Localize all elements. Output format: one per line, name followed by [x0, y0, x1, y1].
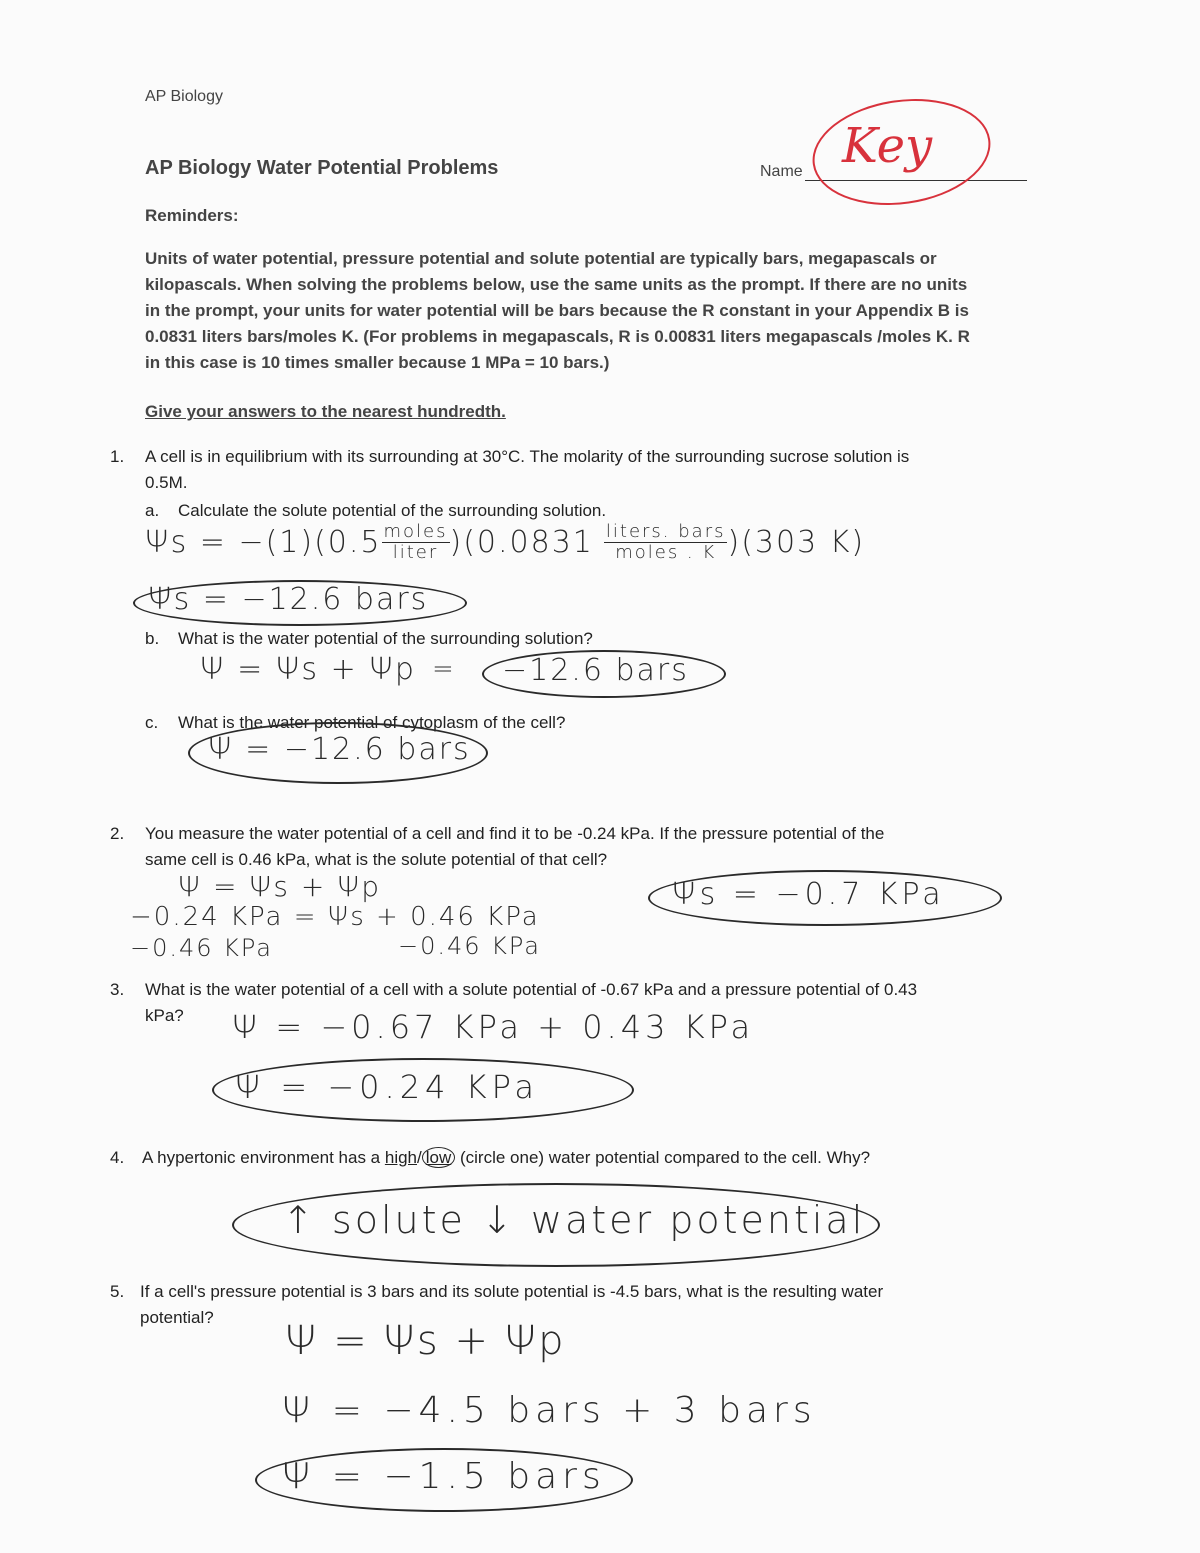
frac-den: moles . K [615, 542, 717, 563]
q2-work-substitution: −0.24 KPa = Ψs + 0.46 KPa [130, 902, 540, 932]
q1a-work-mid: )(0.0831 [449, 525, 594, 560]
q1a-label: a. [145, 501, 160, 520]
name-value: Key [842, 118, 933, 174]
reminders-line: in the prompt, your units for water potential will be bars because the R constant in your Appendix B is [145, 301, 969, 320]
q5-work-formula: Ψ = Ψs + Ψp [285, 1318, 566, 1364]
q2-work-formula: Ψ = Ψs + Ψp [178, 870, 382, 903]
reminders-line: Units of water potential, pressure potential and solute potential are typically bars, megapascals or [145, 249, 937, 268]
page-title: AP Biology Water Potential Problems [145, 157, 499, 179]
q1a-fraction-molarity [382, 522, 450, 563]
q1b-equals: = [432, 654, 456, 684]
q5-answer: Ψ = −1.5 bars [282, 1456, 606, 1497]
q1c-label: c. [145, 713, 159, 732]
q1a-work [145, 522, 865, 563]
frac-num: moles [383, 521, 448, 542]
q1-prompt-line: A cell is in equilibrium with its surrounding at 30°C. The molarity of the surrounding sucrose solution is [145, 447, 910, 466]
q2-work-subtract-right: −0.46 KPa [398, 932, 542, 960]
reminders-line: 0.0831 liters bars/moles K. (For problems in megapascals, R is 0.00831 liters megapascals /moles K. R [145, 327, 970, 346]
q5-number: 5. [110, 1282, 125, 1301]
q5-work-substitution: Ψ = −4.5 bars + 3 bars [282, 1390, 817, 1431]
q1a-prompt: Calculate the solute potential of the surrounding solution. [178, 501, 607, 520]
reminders-heading: Reminders: [145, 206, 239, 225]
reminders-body [145, 246, 1045, 376]
q5-prompt [140, 1279, 1040, 1331]
q1-number: 1. [110, 447, 125, 466]
q5-prompt-line: If a cell's pressure potential is 3 bars and its solute potential is -4.5 bars, what is the resulting water [140, 1282, 884, 1301]
q3-answer: Ψ = −0.24 KPa [235, 1068, 540, 1106]
q1a-answer: Ψs = −12.6 bars [148, 582, 429, 617]
reminders-line: in this case is 10 times smaller because 1 MPa = 10 bars.) [145, 353, 610, 372]
q2-prompt [145, 821, 1045, 873]
q1b-answer: −12.6 bars [502, 653, 689, 688]
frac-num: liters. bars [605, 521, 726, 542]
q1b-label: b. [145, 629, 160, 648]
q2-prompt-line: same cell is 0.46 kPa, what is the solute potential of that cell? [145, 850, 608, 869]
q1b-prompt: What is the water potential of the surrounding solution? [178, 629, 593, 648]
q4-option-high: high [384, 1148, 418, 1167]
q2-number: 2. [110, 824, 125, 843]
q4-answer: ↑ solute ↓ water potential [282, 1198, 866, 1242]
frac-den: liter [392, 542, 439, 563]
q1c-prompt: What is the water potential of cytoplasm of the cell? [178, 713, 566, 732]
q1a-work-start: Ψs = −(1)(0.5 [145, 525, 382, 560]
q1a-work-end: )(303 K) [727, 525, 866, 560]
q3-work: Ψ = −0.67 KPa + 0.43 KPa [232, 1008, 755, 1046]
course-label: AP Biology [145, 88, 223, 105]
reminders-line: kilopascals. When solving the problems below, use the same units as the prompt. If there are no units [145, 275, 968, 294]
q1b-work: Ψ = Ψs + Ψp [200, 652, 416, 687]
q2-work-subtract-left: −0.46 KPa [130, 934, 274, 962]
q4-slash: / [417, 1148, 422, 1167]
q4-prompt [142, 1145, 870, 1171]
q3-number: 3. [110, 980, 125, 999]
instruction: Give your answers to the nearest hundredth. [145, 402, 506, 421]
q1c-answer: Ψ = −12.6 bars [208, 732, 471, 767]
q3-prompt-line: What is the water potential of a cell with a solute potential of -0.67 kPa and a pressure potential of 0.43 [145, 980, 918, 999]
q4-prompt-end: (circle one) water potential compared to the cell. Why? [455, 1148, 871, 1167]
q1a-fraction-constant [604, 522, 728, 563]
q4-option-low-circled: low [422, 1147, 456, 1168]
q2-answer: Ψs = −0.7 KPa [672, 877, 945, 912]
q1-prompt [145, 444, 1045, 496]
q3-prompt-line: kPa? [145, 1006, 184, 1025]
q5-prompt-line: potential? [140, 1308, 214, 1327]
q1-prompt-line: 0.5M. [145, 473, 188, 492]
q4-prompt-start: A hypertonic environment has a [142, 1148, 385, 1167]
name-label: Name [760, 163, 803, 180]
q2-prompt-line: You measure the water potential of a cell and find it to be -0.24 kPa. If the pressure potential of the [145, 824, 885, 843]
q4-number: 4. [110, 1148, 125, 1167]
